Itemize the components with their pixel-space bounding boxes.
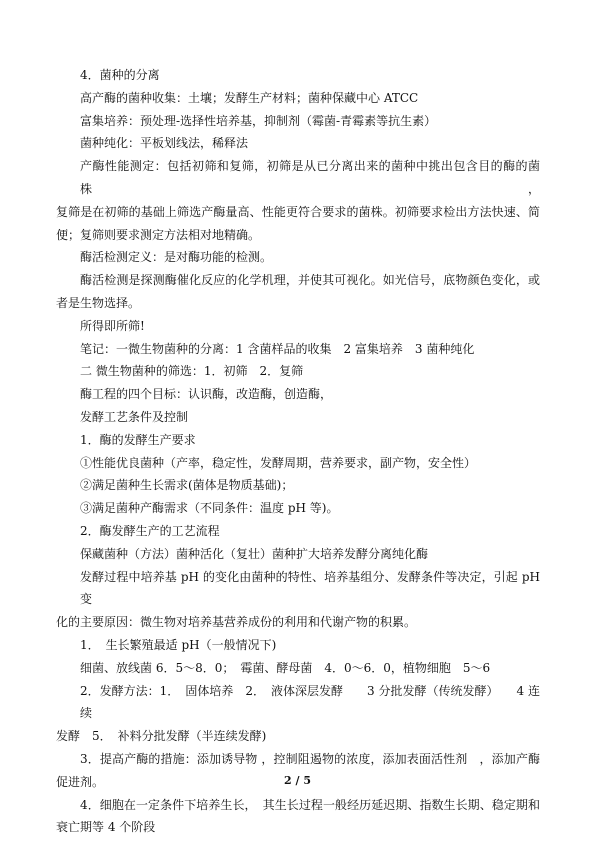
- paragraph-line: 二 微生物菌种的筛选：1．初筛 2．复筛: [80, 364, 304, 379]
- paragraph-line: 产酶性能测定：包括初筛和复筛，初筛是从已分离出来的菌种中挑出包含目的酶的菌株，: [80, 159, 540, 196]
- paragraph-line: 发酵 5． 补料分批发酵（半连续发酵): [56, 729, 267, 744]
- paragraph-line: 笔记：一微生物菌种的分离：1 含菌样品的收集 2 富集培养 3 菌种纯化: [80, 341, 475, 356]
- paragraph-line: 4．细胞在一定条件下培养生长， 其生长过程一般经历延迟期、指数生长期、稳定期和: [80, 797, 540, 812]
- section-heading: 1．酶的发酵生产要求: [80, 432, 196, 447]
- paragraph-line: 2．发酵方法：1． 固体培养 2． 液体深层发酵 3 分批发酵（传统发酵） 4 连续: [80, 683, 540, 721]
- paragraph-line: 1． 生长繁殖最适 pH（一般情况下): [80, 637, 277, 652]
- paragraph-line: 3．提高产酶的措施：添加诱导物 ，控制阻遏物的浓度，添加表面活性剂 ，添加产酶: [80, 751, 540, 766]
- list-item: ②满足菌种生长需求(菌体是物质基础)；: [80, 478, 294, 493]
- paragraph-line: 化的主要原因：微生物对培养基营养成份的利用和代谢产物的积累。: [56, 615, 417, 630]
- paragraph-line: 富集培养：预处理-选择性培养基，抑制剂（霉菌-青霉素等抗生素）: [80, 113, 437, 128]
- paragraph-line: 衰亡期等 4 个阶段: [56, 820, 156, 835]
- paragraph-line: 酶活检测是探测酶催化反应的化学机理，并使其可视化。如光信号，底物颜色变化，或: [80, 273, 540, 288]
- paragraph-line: 所得即所筛!: [80, 318, 145, 333]
- paragraph-line: 促进剂。: [56, 774, 105, 789]
- list-item: ①性能优良菌种（产率，稳定性，发酵周期，营养要求，副产物，安全性）: [80, 455, 477, 470]
- paragraph-line: 者是生物选择。: [56, 295, 141, 310]
- page-number: 2 / 5: [284, 774, 311, 787]
- paragraph-line: 便；复筛则要求测定方法相对地精确。: [56, 227, 261, 242]
- paragraph-line: 菌种纯化：平板划线法，稀释法: [80, 136, 249, 151]
- paragraph-line: 细菌、放线菌 6．5～8．0； 霉菌、酵母菌 4．0～6．0，植物细胞 5～6: [80, 660, 491, 675]
- section-heading: 4．菌种的分离: [80, 68, 160, 82]
- paragraph-line: 复筛是在初筛的基础上筛选产酶量高、性能更符合要求的菌株。初筛要求检出方法快速、简: [56, 204, 540, 219]
- paragraph-line: 发酵过程中培养基 pH 的变化由菌种的特性、培养基组分、发酵条件等决定，引起 pH 变: [80, 569, 540, 607]
- list-item: ③满足菌种产酶需求（不同条件：温度 pH 等)。: [80, 501, 339, 516]
- paragraph-line: 酶活检测定义：是对酶功能的检测。: [80, 250, 273, 265]
- section-heading: 发酵工艺条件及控制: [80, 409, 189, 424]
- paragraph-line: 保藏菌种（方法）菌种活化（复壮）菌种扩大培养发酵分离纯化酶: [80, 546, 429, 561]
- section-heading: 2．酶发酵生产的工艺流程: [80, 523, 220, 538]
- document-body: [56, 64, 540, 839]
- paragraph-line: 酶工程的四个目标：认识酶，改造酶，创造酶，: [80, 387, 333, 402]
- paragraph-line: 高产酶的菌种收集：土壤；发酵生产材料；菌种保藏中心 ATCC: [80, 90, 419, 105]
